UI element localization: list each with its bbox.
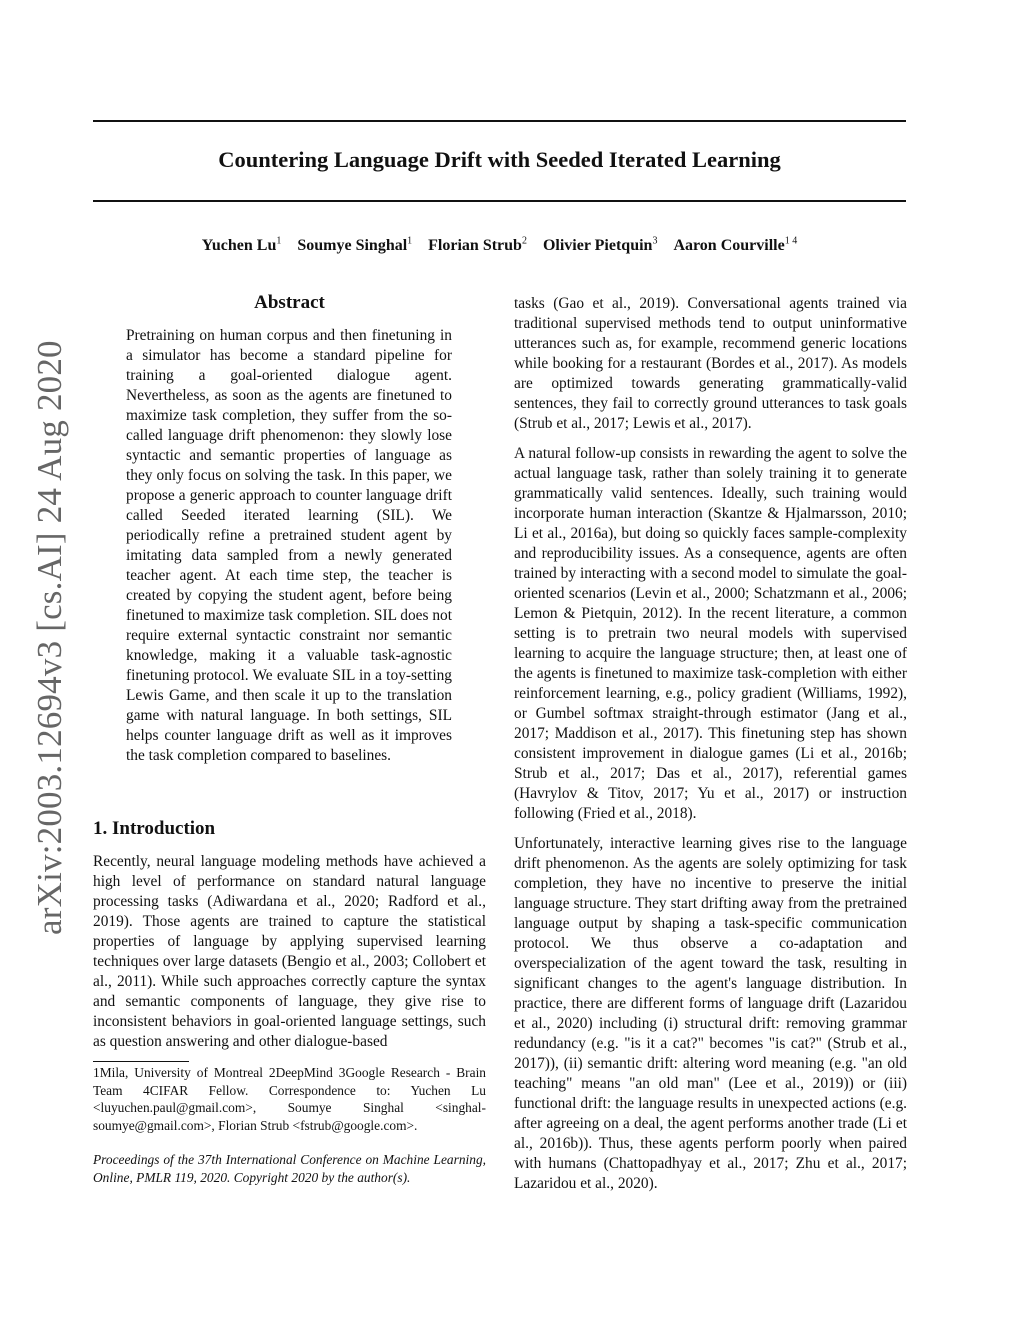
right-column (514, 294, 907, 1194)
intro-left-column (93, 852, 486, 1052)
abstract-heading: Abstract (254, 292, 325, 313)
author: Florian Strub$^2$ (428, 236, 527, 255)
affiliation-footnote (93, 1064, 486, 1134)
abstract-body (126, 326, 452, 766)
intro-paragraph-continued: tasks (Gao et al., 2019). Conversational agents trained via traditional supervised methods tend to output uninformative utterances such as, for example, recommend generic locations while booking for a restaurant (Bordes et al., 2017). As models are optimized towards generating grammatically-valid sentences, they fail to correctly ground utterances to task goals (Strub et al., 2017; Lewis et al., 2017). (514, 295, 907, 432)
author: Soumye Singhal$^1$ (297, 236, 413, 255)
arxiv-stamp: arXiv:2003.12694v3 [cs.AI] 24 Aug 2020 (30, 340, 69, 935)
author: Yuchen Lu$^1$ (201, 236, 282, 255)
intro-paragraph-2: A natural follow-up consists in rewarding the agent to solve the actual language task, rather than solely training it to generate grammatically valid sentences. Ideally, such training would incorporate human interaction (Skantze & Hjalmarsson, 2010; Li et al., 2016a), but doing so quickly faces sample-complexity and reproducibility issues. As a consequence, agents are often trained by interacting with a second model to simulate the goal-oriented scenarios (Levin et al., 2000; Schatzmann et al., 2006; Lemon & Pietquin, 2012). In the recent literature, a common setting is to pretrain two neural models with supervised learning to acquire the language structure; then, at least one of the agents is finetuned to maximize task-completion with either reinforcement learning, e.g., policy gradient (Williams, 1992), or Gumbel softmax straight-through estimator (Jang et al., 2017; Maddison et al., 2017). This finetuning step has shown consistent improvement in dialogue games (Li et al., 2016b; Strub et al., 2017; Das et al., 2017), referential games (Havrylov & Titov, 2017; Yu et al., 2017) or instruction following (Fried et al., 2018). (514, 445, 907, 822)
proceedings-text: Proceedings of the 37th International Conference on Machine Learning, Online, PMLR 119, 2020. Copyright 2020 by the author(s). (93, 1152, 486, 1185)
author: Olivier Pietquin$^3$ (542, 236, 658, 255)
section-heading-introduction: 1. Introduction (93, 818, 216, 839)
abstract-text: Pretraining on human corpus and then finetuning in a simulator has become a standard pipeline for training a goal-oriented dialogue agent. Nevertheless, as soon as the agents are finetuned to maximize task completion, they suffer from the so-called language drift phenomenon: they slowly lose syntactic and semantic properties of language as they only focus on solving the task. In this paper, we propose a generic approach to counter language drift called Seeded iterated learning (SIL). We periodically refine a pretrained student agent by imitating data sampled from a newly generated teacher agent. At each time step, the teacher is created by copying the student agent, before being finetuned to maximize task completion. SIL does not require external syntactic constraint nor semantic knowledge, making it a valuable task-agnostic finetuning protocol. We evaluate SIL in a toy-setting Lewis Game, and then scale it up to the translation game with natural language. In both settings, SIL helps counter language drift as well as it improves the task completion compared to baselines. (126, 327, 452, 764)
proceedings-note (93, 1151, 486, 1186)
author: Aaron Courville$^{1 4}$ (673, 236, 798, 255)
intro-paragraph: Recently, neural language modeling methods have achieved a high level of performance on standard natural language processing tasks (Adiwardana et al., 2020; Radford et al., 2019). Those agents are trained to capture the statistical properties of language by applying supervised learning techniques over large datasets (Bengio et al., 2003; Collobert et al., 2011). While such approaches correctly capture the syntax and semantic components of language, they give rise to inconsistent behaviors in goal-oriented language settings, such as question answering and other dialogue-based (93, 853, 486, 1050)
intro-paragraph-3: Unfortunately, interactive learning gives rise to the language drift phenomenon. As the agents are solely optimizing for task completion, they have no incentive to preserve the initial language structure. They start drifting away from the pretrained language output by shaping a task-specific communication protocol. We thus observe a co-adaptation and overspecialization of the agent toward the task, resulting in significant changes to the agent's language distribution. In practice, there are different forms of language drift (Lazaridou et al., 2020) including (i) structural drift: removing grammar redundancy (e.g. "is it a cat?" becomes "is cat?" (Strub et al., 2017)), (ii) semantic drift: altering word meaning (e.g. "an old teaching" means "an old man" (Lee et al., 2019)) or (iii) functional drift: the language results in unexpected actions (e.g. after agreeing on a deal, the agent performs another trade (Li et al., 2016b)). Thus, these agents perform poorly when paired with humans (Chattopadhyay et al., 2017; Zhu et al., 2017; Lazaridou et al., 2020). (514, 835, 907, 1192)
footnote-text: 1Mila, University of Montreal 2DeepMind 3Google Research - Brain Team 4CIFAR Fellow. Correspondence to: Yuchen Lu <luyuchen.paul@gmail.com>, Soumye Singhal <singhal-soumye@gmail.com>, Florian Strub <fstrub@google.com>. (93, 1065, 486, 1133)
title-top-rule (93, 120, 906, 122)
footnote-rule (93, 1061, 189, 1062)
title-bottom-rule (93, 200, 906, 202)
paper-title: Countering Language Drift with Seeded Iterated Learning (218, 147, 781, 172)
author-list (93, 236, 906, 255)
